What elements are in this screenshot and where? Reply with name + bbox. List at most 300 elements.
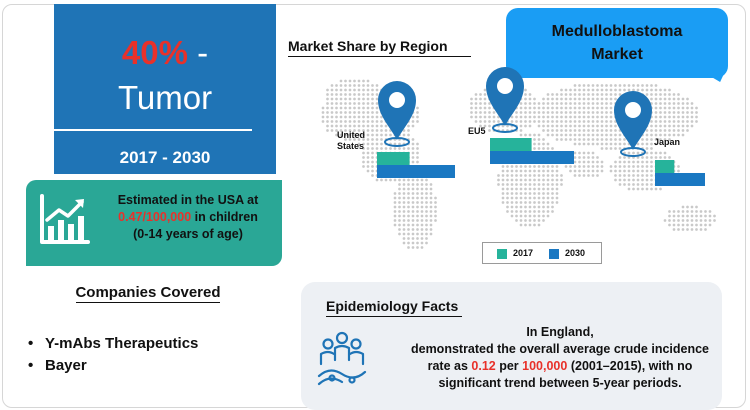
map-dot — [506, 174, 509, 177]
map-dot — [502, 192, 505, 195]
map-dot — [686, 219, 689, 222]
map-dot — [578, 152, 581, 155]
region-label-united-states — [337, 130, 365, 152]
map-dot — [650, 161, 653, 164]
map-dot — [533, 188, 536, 191]
map-dot — [511, 174, 514, 177]
map-dot — [542, 116, 545, 119]
map-dot — [664, 156, 667, 159]
map-dot — [506, 183, 509, 186]
map-dot — [556, 107, 559, 110]
map-dot — [322, 111, 325, 114]
map-dot — [421, 179, 424, 182]
map-dot — [520, 192, 523, 195]
map-dot — [425, 197, 428, 200]
map-dot — [542, 188, 545, 191]
map-dot — [416, 120, 419, 123]
company-item: • Y-mAbs Therapeutics — [28, 333, 198, 355]
map-dot — [506, 206, 509, 209]
map-dot — [425, 228, 428, 231]
map-dot — [475, 93, 478, 96]
map-dot — [628, 170, 631, 173]
map-dot — [502, 188, 505, 191]
map-dot — [614, 165, 617, 168]
map-dot — [412, 152, 415, 155]
map-dot — [569, 116, 572, 119]
map-dot — [515, 192, 518, 195]
map-dot — [542, 215, 545, 218]
map-dot — [403, 219, 406, 222]
map-dot — [502, 201, 505, 204]
map-dot — [529, 183, 532, 186]
map-dot — [664, 102, 667, 105]
map-dot — [641, 138, 644, 141]
map-dot — [556, 165, 559, 168]
map-dot — [412, 215, 415, 218]
map-dot — [551, 179, 554, 182]
map-dot — [533, 206, 536, 209]
map-dot — [637, 170, 640, 173]
map-dot — [565, 129, 568, 132]
map-dot — [416, 246, 419, 249]
map-dot — [569, 170, 572, 173]
map-dot — [425, 242, 428, 245]
map-dot — [551, 93, 554, 96]
map-dot — [502, 170, 505, 173]
map-dot — [610, 111, 613, 114]
map-dot — [556, 98, 559, 101]
map-dot — [547, 206, 550, 209]
map-dot — [659, 116, 662, 119]
map-dot — [587, 116, 590, 119]
map-dot — [677, 116, 680, 119]
map-dot — [709, 210, 712, 213]
map-dot — [403, 201, 406, 204]
map-dot — [583, 125, 586, 128]
map-dot — [533, 165, 536, 168]
map-dot — [641, 143, 644, 146]
map-dot — [529, 165, 532, 168]
map-dot — [353, 125, 356, 128]
map-dot — [520, 125, 523, 128]
map-dot — [673, 102, 676, 105]
map-dot — [691, 120, 694, 123]
map-dot — [691, 219, 694, 222]
map-dot — [533, 170, 536, 173]
map-dot — [587, 98, 590, 101]
map-dot — [434, 206, 437, 209]
map-dot — [641, 161, 644, 164]
map-dot — [686, 210, 689, 213]
map-dot — [587, 161, 590, 164]
map-dot — [524, 183, 527, 186]
map-dot — [686, 125, 689, 128]
map-dot — [646, 188, 649, 191]
map-dot — [673, 215, 676, 218]
map-dot — [403, 147, 406, 150]
map-dot — [655, 134, 658, 137]
map-dot — [587, 165, 590, 168]
map-dot — [425, 237, 428, 240]
map-dot — [412, 138, 415, 141]
map-dot — [524, 98, 527, 101]
map-dot — [587, 84, 590, 87]
map-dot — [376, 134, 379, 137]
map-dot — [547, 143, 550, 146]
map-dot — [664, 116, 667, 119]
map-dot — [565, 138, 568, 141]
map-dot — [542, 111, 545, 114]
epi-value-population: 100,000 — [522, 359, 568, 373]
map-dot — [623, 156, 626, 159]
map-dot — [371, 125, 374, 128]
map-dot — [421, 210, 424, 213]
map-dot — [529, 224, 532, 227]
map-dot — [331, 116, 334, 119]
map-dot — [538, 224, 541, 227]
map-dot — [547, 134, 550, 137]
map-dot — [592, 93, 595, 96]
map-dot — [416, 237, 419, 240]
map-dot — [592, 161, 595, 164]
map-dot — [407, 206, 410, 209]
map-dot — [574, 107, 577, 110]
map-dot — [682, 210, 685, 213]
map-dot — [412, 210, 415, 213]
map-dot — [416, 161, 419, 164]
map-dot — [551, 129, 554, 132]
location-pin-icon — [486, 67, 524, 132]
map-dot — [511, 215, 514, 218]
map-dot — [425, 201, 428, 204]
map-dot — [560, 111, 563, 114]
map-dot — [551, 165, 554, 168]
map-dot — [367, 134, 370, 137]
map-dot — [619, 161, 622, 164]
map-dot — [628, 84, 631, 87]
map-dot — [578, 129, 581, 132]
map-dot — [614, 143, 617, 146]
map-dot — [601, 138, 604, 141]
map-dot — [511, 170, 514, 173]
map-dot — [335, 107, 338, 110]
map-dot — [542, 206, 545, 209]
map-dot — [668, 107, 671, 110]
map-dot — [695, 219, 698, 222]
map-dot — [371, 111, 374, 114]
map-dot — [583, 161, 586, 164]
map-dot — [551, 147, 554, 150]
map-dot — [650, 174, 653, 177]
map-dot — [623, 84, 626, 87]
map-dot — [596, 102, 599, 105]
map-dot — [664, 125, 667, 128]
map-dot — [358, 89, 361, 92]
map-dot — [488, 120, 491, 123]
map-dot — [619, 134, 622, 137]
map-dot — [421, 206, 424, 209]
map-dot — [367, 89, 370, 92]
map-dot — [475, 120, 478, 123]
map-dot — [578, 102, 581, 105]
bar-2017-0 — [377, 152, 410, 165]
map-dot — [668, 129, 671, 132]
map-dot — [587, 111, 590, 114]
map-dot — [565, 111, 568, 114]
map-dot — [340, 84, 343, 87]
map-dot — [592, 102, 595, 105]
map-dot — [407, 228, 410, 231]
map-dot — [659, 93, 662, 96]
map-dot — [592, 98, 595, 101]
map-dot — [407, 147, 410, 150]
tumor-label: Tumor — [117, 79, 213, 116]
map-dot — [682, 129, 685, 132]
map-dot — [533, 102, 536, 105]
map-dot — [556, 197, 559, 200]
map-dot — [673, 116, 676, 119]
map-dot — [403, 237, 406, 240]
map-dot — [677, 228, 680, 231]
map-dot — [524, 165, 527, 168]
map-dot — [362, 93, 365, 96]
map-dot — [376, 89, 379, 92]
map-dot — [484, 98, 487, 101]
map-dot — [592, 129, 595, 132]
epi-line2: demonstrated the overall average crude incidence — [410, 342, 710, 356]
map-dot — [673, 210, 676, 213]
map-dot — [650, 89, 653, 92]
map-dot — [637, 188, 640, 191]
map-dot — [421, 228, 424, 231]
map-dot — [380, 125, 383, 128]
map-dot — [506, 188, 509, 191]
map-dot — [403, 242, 406, 245]
map-dot — [601, 170, 604, 173]
map-dot — [493, 111, 496, 114]
map-dot — [371, 102, 374, 105]
map-dot — [335, 102, 338, 105]
map-dot — [650, 147, 653, 150]
map-dot — [704, 228, 707, 231]
map-dot — [430, 183, 433, 186]
map-dot — [398, 215, 401, 218]
map-dot — [637, 174, 640, 177]
map-dot — [574, 156, 577, 159]
legend-swatch-2017 — [497, 249, 507, 259]
bar-2017-2 — [655, 160, 674, 173]
map-dot — [367, 147, 370, 150]
map-dot — [614, 98, 617, 101]
map-dot — [430, 206, 433, 209]
map-dot — [547, 215, 550, 218]
map-dot — [569, 102, 572, 105]
map-dot — [610, 143, 613, 146]
map-dot — [646, 174, 649, 177]
map-dot — [601, 129, 604, 132]
map-dot — [376, 107, 379, 110]
map-dot — [542, 210, 545, 213]
map-dot — [578, 93, 581, 96]
map-dot — [407, 188, 410, 191]
map-dot — [556, 102, 559, 105]
map-dot — [529, 215, 532, 218]
map-dot — [614, 89, 617, 92]
map-dot — [596, 84, 599, 87]
map-dot — [623, 138, 626, 141]
map-dot — [344, 102, 347, 105]
map-dot — [412, 201, 415, 204]
map-dot — [398, 224, 401, 227]
map-dot — [628, 165, 631, 168]
map-dot — [371, 152, 374, 155]
map-dot — [353, 102, 356, 105]
map-dot — [533, 197, 536, 200]
map-dot — [529, 210, 532, 213]
map-dot — [376, 116, 379, 119]
map-dot — [524, 210, 527, 213]
map-dot — [470, 111, 473, 114]
map-dot — [538, 102, 541, 105]
map-dot — [673, 224, 676, 227]
map-dot — [682, 116, 685, 119]
map-dot — [416, 179, 419, 182]
map-dot — [416, 116, 419, 119]
map-dot — [583, 102, 586, 105]
map-dot — [610, 98, 613, 101]
map-dot — [416, 143, 419, 146]
map-dot — [407, 201, 410, 204]
map-dot — [583, 120, 586, 123]
map-dot — [655, 120, 658, 123]
map-dot — [565, 120, 568, 123]
map-dot — [664, 134, 667, 137]
map-dot — [628, 174, 631, 177]
map-dot — [340, 102, 343, 105]
map-dot — [547, 120, 550, 123]
map-dot — [650, 134, 653, 137]
epidemiology-title-underline — [326, 316, 462, 317]
map-dot — [686, 215, 689, 218]
map-dot — [583, 93, 586, 96]
map-dot — [596, 93, 599, 96]
map-dot — [556, 134, 559, 137]
map-dot — [520, 102, 523, 105]
market-legend — [482, 242, 602, 264]
map-dot — [691, 206, 694, 209]
map-dot — [475, 102, 478, 105]
map-dot — [682, 98, 685, 101]
map-dot — [371, 138, 374, 141]
map-dot — [605, 129, 608, 132]
map-dot — [650, 84, 653, 87]
map-dot — [668, 89, 671, 92]
map-dot — [425, 188, 428, 191]
map-dot — [412, 156, 415, 159]
map-dot — [583, 152, 586, 155]
map-dot — [641, 188, 644, 191]
map-dot — [587, 134, 590, 137]
map-dot — [551, 206, 554, 209]
map-dot — [520, 210, 523, 213]
map-dot — [515, 170, 518, 173]
map-dot — [695, 224, 698, 227]
map-dot — [335, 93, 338, 96]
map-dot — [475, 98, 478, 101]
map-dot — [502, 165, 505, 168]
map-dot — [659, 111, 662, 114]
map-dot — [416, 107, 419, 110]
map-dot — [614, 147, 617, 150]
map-dot — [385, 147, 388, 150]
map-dot — [601, 134, 604, 137]
map-dot — [686, 111, 689, 114]
map-dot — [556, 120, 559, 123]
map-dot — [556, 116, 559, 119]
map-dot — [556, 170, 559, 173]
map-dot — [547, 116, 550, 119]
map-dot — [488, 116, 491, 119]
map-dot — [619, 138, 622, 141]
map-dot — [425, 233, 428, 236]
map-dot — [421, 233, 424, 236]
map-dot — [610, 147, 613, 150]
map-dot — [565, 116, 568, 119]
map-dot — [664, 129, 667, 132]
map-dot — [547, 129, 550, 132]
map-dot — [578, 125, 581, 128]
map-dot — [578, 111, 581, 114]
map-dot — [479, 93, 482, 96]
map-dot — [529, 125, 532, 128]
map-dot — [511, 192, 514, 195]
map-dot — [614, 170, 617, 173]
map-dot — [322, 120, 325, 123]
map-dot — [560, 116, 563, 119]
map-dot — [637, 161, 640, 164]
map-dot — [668, 134, 671, 137]
map-dot — [619, 89, 622, 92]
map-dot — [596, 161, 599, 164]
map-dot — [475, 107, 478, 110]
map-dot — [646, 179, 649, 182]
map-dot — [403, 134, 406, 137]
map-dot — [398, 206, 401, 209]
map-dot — [403, 179, 406, 182]
map-dot — [650, 98, 653, 101]
map-dot — [547, 125, 550, 128]
map-dot — [551, 120, 554, 123]
map-dot — [587, 93, 590, 96]
map-dot — [488, 102, 491, 105]
map-dot — [569, 125, 572, 128]
bar-2030-0 — [377, 165, 455, 178]
map-dot — [529, 116, 532, 119]
map-dot — [425, 215, 428, 218]
map-dot — [524, 197, 527, 200]
map-dot — [398, 228, 401, 231]
map-dot — [677, 170, 680, 173]
map-dot — [412, 147, 415, 150]
map-dot — [565, 165, 568, 168]
map-dot — [614, 179, 617, 182]
epi-line4: significant trend between 5-year periods. — [438, 376, 682, 390]
map-dot — [475, 111, 478, 114]
map-dot — [524, 107, 527, 110]
map-dot — [533, 210, 536, 213]
map-dot — [547, 197, 550, 200]
map-dot — [587, 170, 590, 173]
